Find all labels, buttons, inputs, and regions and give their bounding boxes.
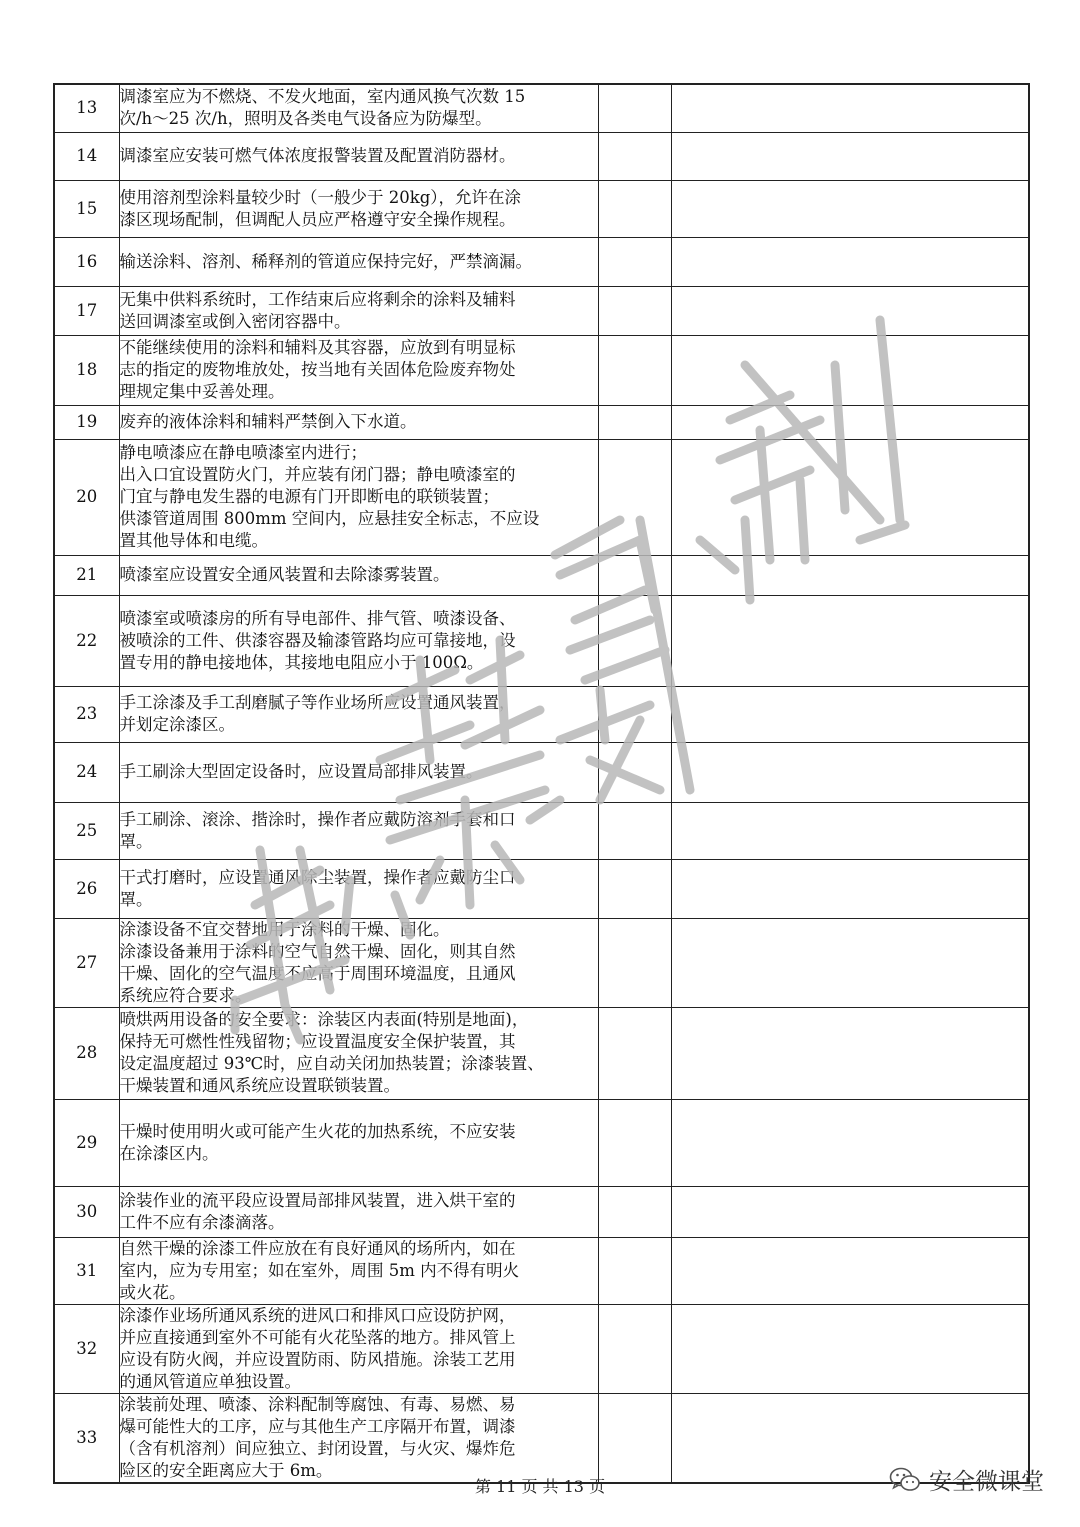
requirement-text bbox=[119, 237, 598, 286]
requirement-line: 干燥时使用明火或可能产生火花的加热系统，不应安装 bbox=[119, 1121, 516, 1141]
requirement-line: 喷漆室或喷漆房的所有导电部件、排气管、喷漆设备、 bbox=[119, 608, 516, 628]
remark-cell[interactable] bbox=[671, 595, 1029, 686]
table-row bbox=[54, 439, 1029, 555]
check-result-cell[interactable] bbox=[598, 286, 671, 335]
table-row bbox=[54, 1099, 1029, 1186]
item-number: 14 bbox=[54, 132, 119, 180]
requirement-text bbox=[119, 686, 598, 742]
requirement-line: 喷漆室应设置安全通风装置和去除漆雾装置。 bbox=[119, 565, 450, 584]
requirement-line: 被喷涂的工件、供漆容器及输漆管路均应可靠接地，设 bbox=[119, 630, 516, 650]
requirement-line: 涂漆设备兼用于涂料的空气自然干燥、固化，则其自然 bbox=[119, 941, 516, 961]
requirement-text bbox=[119, 802, 598, 859]
table-row bbox=[54, 237, 1029, 286]
remark-cell[interactable] bbox=[671, 180, 1029, 237]
requirement-text bbox=[119, 918, 598, 1007]
requirement-line: 干燥装置和通风系统应设置联锁装置。 bbox=[119, 1076, 400, 1095]
requirement-text bbox=[119, 1186, 598, 1237]
requirement-line: 涂漆作业场所通风系统的进风口和排风口应设防护网， bbox=[119, 1305, 516, 1325]
requirement-line: 输送涂料、溶剂、稀释剂的管道应保持完好，严禁滴漏。 bbox=[119, 251, 532, 271]
table-row bbox=[54, 405, 1029, 439]
requirement-line: 涂装前处理、喷漆、涂料配制等腐蚀、有毒、易燃、易 bbox=[119, 1394, 516, 1414]
check-result-cell[interactable] bbox=[598, 1099, 671, 1186]
item-number: 32 bbox=[54, 1304, 119, 1393]
check-result-cell[interactable] bbox=[598, 686, 671, 742]
table-row bbox=[54, 802, 1029, 859]
item-number: 13 bbox=[54, 84, 119, 132]
requirement-line: 保持无可燃性性残留物；应设置温度安全保护装置，其 bbox=[119, 1032, 516, 1051]
check-result-cell[interactable] bbox=[598, 84, 671, 132]
requirement-line: 系统应符合要求。 bbox=[119, 985, 252, 1005]
item-number: 17 bbox=[54, 286, 119, 335]
requirement-line: 次/h～25 次/h，照明及各类电气设备应为防爆型。 bbox=[119, 109, 492, 129]
requirement-line: 废弃的液体涂料和辅料严禁倒入下水道。 bbox=[119, 412, 417, 431]
remark-cell[interactable] bbox=[671, 1304, 1029, 1393]
table-row bbox=[54, 742, 1029, 802]
table-row bbox=[54, 859, 1029, 918]
requirement-text bbox=[119, 132, 598, 180]
remark-cell[interactable] bbox=[671, 555, 1029, 595]
table-row bbox=[54, 1237, 1029, 1304]
remark-cell[interactable] bbox=[671, 918, 1029, 1007]
table-row bbox=[54, 180, 1029, 237]
requirement-line: 置专用的静电接地体，其接地电阻应小于 100Ω。 bbox=[119, 652, 484, 672]
item-number: 24 bbox=[54, 742, 119, 802]
item-number: 22 bbox=[54, 595, 119, 686]
requirement-line: 志的指定的废物堆放处，按当地有关固体危险废弃物处 bbox=[119, 360, 516, 379]
requirement-line: 设定温度超过 93℃时，应自动关闭加热装置；涂漆装置、 bbox=[119, 1054, 544, 1073]
requirement-line: 漆区现场配制，但调配人员应严格遵守安全操作规程。 bbox=[119, 209, 516, 229]
table-row bbox=[54, 132, 1029, 180]
requirement-line: 调漆室应安装可燃气体浓度报警装置及配置消防器材。 bbox=[119, 146, 516, 165]
requirement-text bbox=[119, 286, 598, 335]
check-result-cell[interactable] bbox=[598, 918, 671, 1007]
requirement-text bbox=[119, 180, 598, 237]
requirement-text bbox=[119, 595, 598, 686]
table-row bbox=[54, 595, 1029, 686]
item-number: 23 bbox=[54, 686, 119, 742]
table-row bbox=[54, 918, 1029, 1007]
table-row bbox=[54, 1007, 1029, 1099]
check-result-cell[interactable] bbox=[598, 555, 671, 595]
item-number: 19 bbox=[54, 405, 119, 439]
requirement-line: 并应直接通到室外不可能有火花坠落的地方。排风管上 bbox=[119, 1327, 516, 1347]
remark-cell[interactable] bbox=[671, 1237, 1029, 1304]
check-result-cell[interactable] bbox=[598, 405, 671, 439]
requirement-text bbox=[119, 742, 598, 802]
requirement-line: 调漆室应为不燃烧、不发火地面，室内通风换气次数 15 bbox=[119, 87, 526, 107]
requirement-line: 送回调漆室或倒入密闭容器中。 bbox=[119, 311, 351, 331]
table-row bbox=[54, 686, 1029, 742]
check-result-cell[interactable] bbox=[598, 859, 671, 918]
brand-watermark bbox=[889, 1463, 1044, 1496]
item-number: 28 bbox=[54, 1007, 119, 1099]
item-number: 18 bbox=[54, 335, 119, 405]
requirement-line: 置其他导体和电缆。 bbox=[119, 531, 268, 550]
remark-cell[interactable] bbox=[671, 132, 1029, 180]
remark-cell[interactable] bbox=[671, 1099, 1029, 1186]
requirement-line: 并划定涂漆区。 bbox=[119, 715, 235, 734]
requirement-text bbox=[119, 1099, 598, 1186]
requirement-text bbox=[119, 555, 598, 595]
requirement-line: 的通风管道应单独设置。 bbox=[119, 1371, 301, 1391]
item-number: 16 bbox=[54, 237, 119, 286]
item-number: 33 bbox=[54, 1393, 119, 1483]
remark-cell[interactable] bbox=[671, 686, 1029, 742]
requirement-line: 工件不应有余漆滴落。 bbox=[119, 1212, 285, 1232]
requirement-text bbox=[119, 859, 598, 918]
remark-cell[interactable] bbox=[671, 742, 1029, 802]
table-row bbox=[54, 84, 1029, 132]
check-result-cell[interactable] bbox=[598, 1186, 671, 1237]
requirement-text bbox=[119, 439, 598, 555]
requirement-line: 手工刷涂大型固定设备时，应设置局部排风装置。 bbox=[119, 762, 483, 781]
remark-cell[interactable] bbox=[671, 405, 1029, 439]
requirement-text bbox=[119, 1007, 598, 1099]
item-number: 15 bbox=[54, 180, 119, 237]
check-result-cell[interactable] bbox=[598, 1393, 671, 1483]
requirement-line: 或火花。 bbox=[119, 1282, 186, 1302]
table-row bbox=[54, 1186, 1029, 1237]
item-number: 30 bbox=[54, 1186, 119, 1237]
checklist-table bbox=[53, 83, 1030, 1484]
requirement-line: 罩。 bbox=[119, 889, 153, 909]
requirement-line: 手工涂漆及手工刮磨腻子等作业场所应设置通风装置， bbox=[119, 693, 516, 712]
check-result-cell[interactable] bbox=[598, 742, 671, 802]
requirement-text bbox=[119, 1304, 598, 1393]
requirement-line: 应设有防火阀，并应设置防雨、防风措施。涂装工艺用 bbox=[119, 1349, 516, 1369]
remark-cell[interactable] bbox=[671, 335, 1029, 405]
requirement-text bbox=[119, 335, 598, 405]
requirement-line: 静电喷漆应在静电喷漆室内进行； bbox=[119, 443, 367, 462]
requirement-line: （含有机溶剂）间应独立、封闭设置，与火灾、爆炸危 bbox=[119, 1438, 516, 1458]
requirement-line: 干燥、固化的空气温度不应高于周围环境温度，且通风 bbox=[119, 963, 516, 983]
item-number: 21 bbox=[54, 555, 119, 595]
requirement-line: 理规定集中妥善处理。 bbox=[119, 382, 285, 401]
requirement-line: 在涂漆区内。 bbox=[119, 1143, 219, 1163]
table-row bbox=[54, 286, 1029, 335]
table-row bbox=[54, 335, 1029, 405]
requirement-line: 使用溶剂型涂料量较少时（一般少于 20kg），允许在涂 bbox=[119, 187, 522, 207]
check-result-cell[interactable] bbox=[598, 180, 671, 237]
item-number: 25 bbox=[54, 802, 119, 859]
requirement-line: 供漆管道周围 800mm 空间内，应悬挂安全标志，不应设 bbox=[119, 509, 540, 528]
remark-cell[interactable] bbox=[671, 439, 1029, 555]
item-number: 31 bbox=[54, 1237, 119, 1304]
requirement-line: 门宜与静电发生器的电源有门开即断电的联锁装置； bbox=[119, 487, 499, 506]
item-number: 29 bbox=[54, 1099, 119, 1186]
requirement-text bbox=[119, 405, 598, 439]
requirement-line: 无集中供料系统时，工作结束后应将剩余的涂料及辅料 bbox=[119, 289, 516, 309]
requirement-line: 自然干燥的涂漆工件应放在有良好通风的场所内，如在 bbox=[119, 1238, 516, 1258]
table-row bbox=[54, 555, 1029, 595]
requirement-line: 爆可能性大的工序，应与其他生产工序隔开布置，调漆 bbox=[119, 1416, 516, 1436]
requirement-line: 不能继续使用的涂料和辅料及其容器，应放到有明显标 bbox=[119, 338, 516, 357]
page-footer: 第 11 页 共 13 页 bbox=[474, 1477, 606, 1496]
remark-cell[interactable] bbox=[671, 84, 1029, 132]
remark-cell[interactable] bbox=[671, 237, 1029, 286]
check-result-cell[interactable] bbox=[598, 1237, 671, 1304]
remark-cell[interactable] bbox=[671, 1186, 1029, 1237]
requirement-text bbox=[119, 1393, 598, 1483]
check-result-cell[interactable] bbox=[598, 439, 671, 555]
requirement-line: 室内，应为专用室；如在室外，周围 5m 内不得有明火 bbox=[119, 1260, 520, 1280]
check-result-cell[interactable] bbox=[598, 237, 671, 286]
requirement-line: 罩。 bbox=[119, 831, 153, 851]
remark-cell[interactable] bbox=[671, 286, 1029, 335]
table-row bbox=[54, 1304, 1029, 1393]
check-result-cell[interactable] bbox=[598, 1304, 671, 1393]
requirement-line: 涂漆设备不宜交替地用于涂料的干燥、固化。 bbox=[119, 919, 450, 939]
check-result-cell[interactable] bbox=[598, 802, 671, 859]
requirement-text bbox=[119, 1237, 598, 1304]
item-number: 27 bbox=[54, 918, 119, 1007]
item-number: 20 bbox=[54, 439, 119, 555]
check-result-cell[interactable] bbox=[598, 335, 671, 405]
remark-cell[interactable] bbox=[671, 802, 1029, 859]
requirement-text bbox=[119, 84, 598, 132]
remark-cell[interactable] bbox=[671, 859, 1029, 918]
table-row bbox=[54, 1393, 1029, 1483]
brand-name: 安全微课堂 bbox=[929, 1469, 1044, 1495]
requirement-line: 喷烘两用设备的安全要求：涂装区内表面(特别是地面)， bbox=[119, 1010, 529, 1029]
requirement-line: 出入口宜设置防火门，并应装有闭门器；静电喷漆室的 bbox=[119, 465, 516, 484]
requirement-line: 干式打磨时，应设置通风除尘装置，操作者应戴防尘口 bbox=[119, 867, 516, 887]
item-number: 26 bbox=[54, 859, 119, 918]
requirement-line: 险区的安全距离应大于 6m。 bbox=[119, 1460, 333, 1480]
requirement-line: 涂装作业的流平段应设置局部排风装置，进入烘干室的 bbox=[119, 1190, 516, 1210]
requirement-line: 手工刷涂、滚涂、揩涂时，操作者应戴防溶剂手套和口 bbox=[119, 809, 516, 829]
check-result-cell[interactable] bbox=[598, 1007, 671, 1099]
check-result-cell[interactable] bbox=[598, 132, 671, 180]
wechat-icon bbox=[889, 1466, 921, 1494]
check-result-cell[interactable] bbox=[598, 595, 671, 686]
remark-cell[interactable] bbox=[671, 1007, 1029, 1099]
